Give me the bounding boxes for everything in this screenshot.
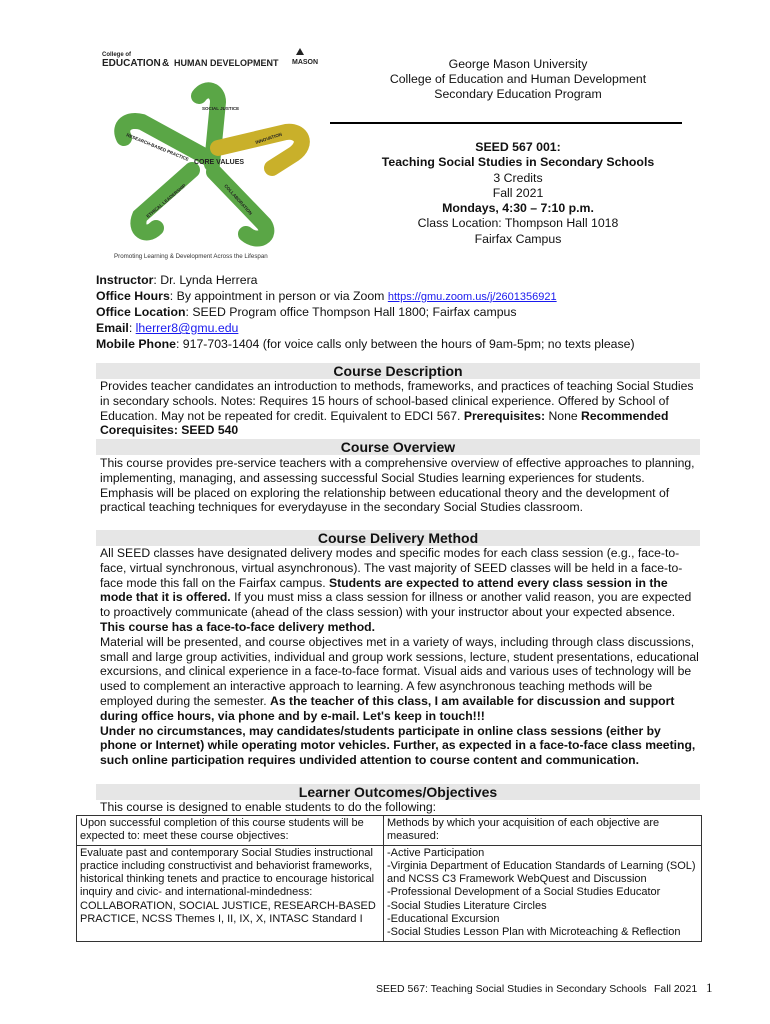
university-name: George Mason University <box>448 57 588 71</box>
label-research: RESEARCH-BASED PRACTICE <box>125 132 190 162</box>
email-label: Email <box>96 321 129 336</box>
course-info <box>330 140 706 247</box>
delivery-p3: Material will be presented, and course objectives met in a variety of ways, including through class discussions, small and large group activities, individual and group work sessions, lecture, student presentations, educational excursions, and clinical experience in a face-to-face format. Visual aids and various uses of technology will be used to complement an interactive approach to learning. A few asynchronous teaching methods will be employed during the semester. <box>100 634 699 708</box>
delivery-p4: Under no circumstances, may candidates/students participate in online class sessions (either by phone or Internet) while operating motor vehicles. Further, as expected in a face-to-face class meeting, such online participation requires undivided attention to course content and communication. <box>100 723 696 768</box>
method-item: -Professional Development of a Social Studies Educator <box>387 886 661 899</box>
office-location-value: : SEED Program office Thompson Hall 1800; Fairfax campus <box>185 305 517 320</box>
label-ethical: ETHICAL LEADERSHIP <box>145 183 187 219</box>
office-location-row <box>96 305 635 321</box>
table-header-methods: Methods by which your acquisition of each objective are measured: <box>384 816 702 846</box>
method-item: -Social Studies Lesson Plan with Microteaching & Reflection <box>387 926 681 939</box>
page-number: 1 <box>706 980 713 995</box>
institution-header <box>330 57 706 102</box>
logo-name-left: EDUCATION <box>102 58 161 69</box>
delivery-p3-bold: As the teacher of this class, I am available for discussion and support during office hours, via phone and by e-mail. Let's keep in touch!!! <box>100 693 675 723</box>
delivery-p2: This course has a face-to-face delivery method. <box>100 619 375 634</box>
course-description-heading: Course Description <box>96 363 700 379</box>
cehd-logo <box>96 46 326 266</box>
office-hours-label: Office Hours <box>96 288 170 303</box>
course-title: Teaching Social Studies in Secondary Schools <box>381 155 655 170</box>
outcomes-intro: This course is designed to enable students to do the following: <box>100 800 437 814</box>
logo-college-of: College of <box>102 52 132 58</box>
phone-label: Mobile Phone <box>96 336 176 351</box>
course-meeting: Mondays, 4:30 – 7:10 p.m. <box>442 201 594 216</box>
office-location-label: Office Location <box>96 305 186 320</box>
objectives-table <box>76 815 702 942</box>
course-description-text <box>100 379 700 438</box>
logo-name-right: HUMAN DEVELOPMENT <box>174 58 279 68</box>
phone-value: : 917-703-1404 (for voice calls only between the hours of 9am-5pm; no texts please) <box>175 336 635 351</box>
email-sep: : <box>128 321 136 336</box>
table-cell-objective: Evaluate past and contemporary Social Studies instructional practice including constructivist and behaviorist frameworks, historical thinking tenets and practice to encourage historical inquiry and civic- and international-mindedness: COLLABORATION, SOCIAL JUSTICE, RESEARCH-BASED PRACTICE, NCSS Themes I, II, IX, X, INTASC Standard I <box>77 845 384 941</box>
description-body: Provides teacher candidates an introduction to methods, frameworks, and practices of teaching Social Studies in secondary schools. Notes: Requires 15 hours of school-based clinical experience. Offered by School of Education. May not be repeated for credit. Equivalent to EDCI 567. <box>100 379 694 423</box>
delivery-method-heading: Course Delivery Method <box>96 530 700 546</box>
label-collaboration: COLLABORATION <box>223 183 254 216</box>
course-credits: 3 Credits <box>493 170 543 185</box>
instructor-label: Instructor <box>96 273 154 287</box>
table-header-objectives: Upon successful completion of this course students will be expected to: meet these course objectives: <box>77 816 384 846</box>
course-term: Fall 2021 <box>492 185 544 200</box>
email-row <box>96 321 635 337</box>
header-divider <box>330 122 682 124</box>
logo-name-amp: & <box>162 58 170 69</box>
table-row <box>77 845 702 941</box>
overview-body: This course provides pre-service teachers with a comprehensive overview of effective approaches to planning, implementing, managing, and assessing successful Social Studies learning experiences for students. Emphasis will be placed on exploring the relationship between educational theory and the development of practical teaching techniques for everydayuse in the secondary Social Studies classroom. <box>100 456 695 515</box>
method-item: -Active Participation <box>387 846 485 859</box>
table-cell-methods <box>384 845 702 941</box>
footer-course: SEED 567: Teaching Social Studies in Secondary Schools <box>376 983 647 995</box>
instructor-row <box>96 273 635 289</box>
instructor-value: : Dr. Lynda Herrera <box>153 273 258 287</box>
method-item: -Virginia Department of Education Standards of Learning (SOL) and NCSS C3 Framework WebQuest and Discussion <box>387 859 696 886</box>
course-overview-text <box>100 456 700 515</box>
method-item: -Social Studies Literature Circles <box>387 899 547 912</box>
program-name: Secondary Education Program <box>434 87 602 101</box>
method-item: -Educational Excursion <box>387 913 500 926</box>
delivery-p1-bold: Students are expected to attend every class session in the mode that it is offered. <box>100 575 668 605</box>
zoom-link[interactable]: https://gmu.zoom.us/j/2601356921 <box>387 290 557 303</box>
label-innovation: INNOVATION <box>254 131 283 145</box>
delivery-p1-rest: If you must miss a class session for illness or another valid reason, you are expected to proactively communicate (ahead of the class session) with your instructor about your expected absence. <box>100 590 692 620</box>
office-hours-row <box>96 289 635 306</box>
delivery-method-text <box>100 546 700 768</box>
logo-tagline: Promoting Learning & Development Across the Lifespan <box>114 253 268 260</box>
coreq-label: Recommended Corequisites: SEED 540 <box>100 408 669 438</box>
office-hours-value: : By appointment in person or via Zoom <box>169 288 388 303</box>
prereq-value: None <box>545 408 582 423</box>
mason-icon <box>296 48 304 55</box>
course-overview-heading: Course Overview <box>96 439 700 455</box>
table-header-row <box>77 816 702 846</box>
label-social-justice: SOCIAL JUSTICE <box>202 106 240 111</box>
phone-row <box>96 337 635 353</box>
course-campus: Fairfax Campus <box>474 231 562 246</box>
learner-outcomes-heading: Learner Outcomes/Objectives <box>96 784 700 800</box>
email-link[interactable]: lherrer8@gmu.edu <box>135 321 239 336</box>
college-name: College of Education and Human Development <box>389 72 647 86</box>
course-code: SEED 567 001: <box>475 140 561 154</box>
mason-mark: MASON <box>292 59 319 66</box>
label-core-values: CORE VALUES <box>194 159 245 166</box>
footer-term: Fall 2021 <box>654 983 698 995</box>
prereq-label: Prerequisites: <box>463 408 546 423</box>
delivery-p1: All SEED classes have designated delivery modes and specific modes for each class session (e.g., face-to-face, virtual synchronous, virtual asynchronous). The vast majority of SEED classes will be held in a face-to-face mode this fall on the Fairfax campus. <box>100 546 683 590</box>
course-location: Class Location: Thompson Hall 1018 <box>417 216 619 231</box>
instructor-info <box>96 273 635 353</box>
